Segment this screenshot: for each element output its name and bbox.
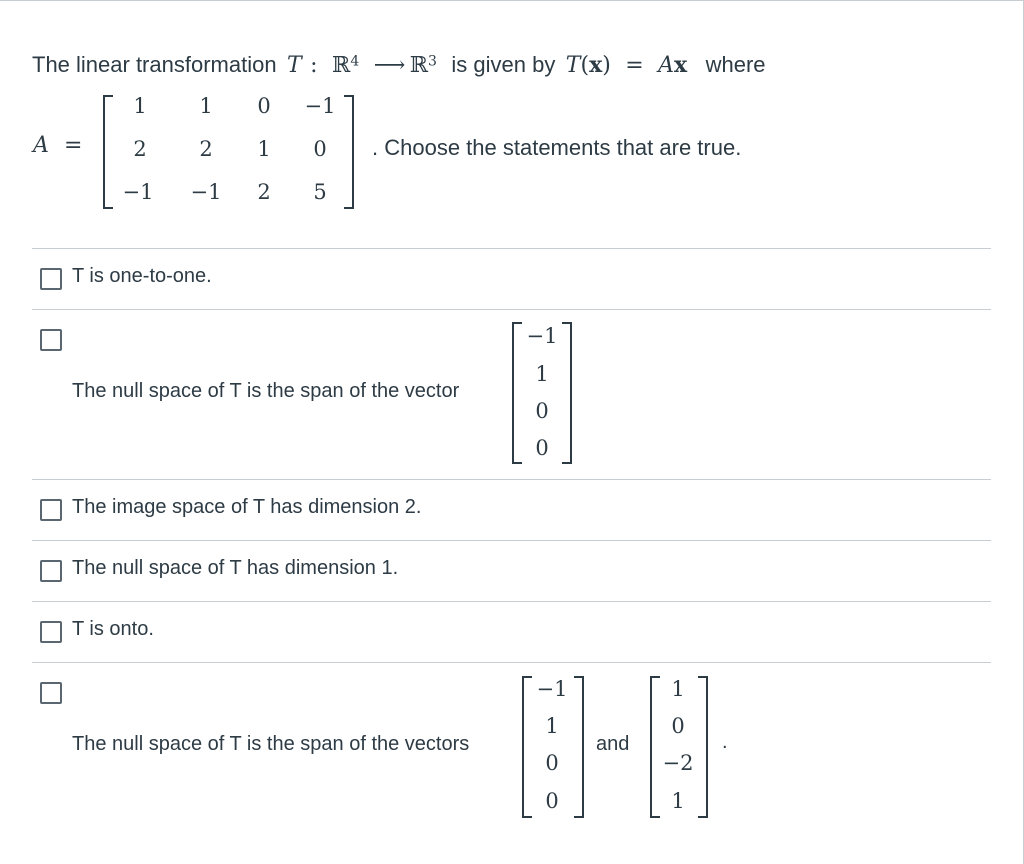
- vector-entry: −1: [526, 324, 558, 348]
- colon: :: [310, 53, 318, 78]
- matrix-cell: 1: [257, 137, 271, 161]
- x-symbol: x: [674, 52, 688, 78]
- option-2-checkbox[interactable]: [40, 329, 62, 351]
- option-4-label[interactable]: The null space of T has dimension 1.: [72, 557, 399, 579]
- matrix-cell: 0: [313, 137, 327, 161]
- where-text: where: [705, 52, 766, 77]
- top-border: [0, 0, 1024, 1]
- vector1-right-bracket: [574, 676, 584, 818]
- vector-entry: 0: [535, 399, 549, 423]
- option-3-checkbox[interactable]: [40, 499, 62, 521]
- domain-exponent: 4: [350, 53, 360, 70]
- vector2-entry: 1: [671, 677, 685, 701]
- period-text: .: [722, 731, 728, 753]
- choose-text: . Choose the statements that are true.: [372, 135, 742, 160]
- matrix-cell: 5: [313, 180, 327, 204]
- tx-open: (: [580, 53, 590, 78]
- equals-sign: =: [625, 53, 644, 78]
- option-5-checkbox[interactable]: [40, 621, 62, 643]
- separator: [32, 309, 991, 310]
- matrix-cell: 2: [133, 137, 147, 161]
- vector-entry: 0: [535, 436, 549, 460]
- intro-text: The linear transformation: [32, 52, 277, 77]
- option-6-checkbox[interactable]: [40, 682, 62, 704]
- tx-x: x: [589, 52, 603, 78]
- separator: [32, 479, 991, 480]
- matrix-cell: 1: [133, 94, 147, 118]
- vector2-entry: −2: [662, 751, 694, 775]
- A-symbol: A: [658, 53, 675, 78]
- separator: [32, 248, 991, 249]
- codomain-symbol: ℝ: [409, 53, 428, 78]
- option-2-label[interactable]: The null space of T is the span of the vector: [72, 380, 460, 402]
- option-6-label[interactable]: The null space of T is the span of the vectors: [72, 733, 470, 755]
- tx-close: ): [602, 53, 611, 78]
- matrix-cell: −1: [122, 180, 154, 204]
- option-1-checkbox[interactable]: [40, 268, 62, 290]
- vector2-entry: 1: [671, 789, 685, 813]
- matrix-left-bracket: [103, 95, 113, 209]
- matrix-equals: =: [64, 133, 83, 158]
- matrix-cell: 2: [199, 137, 213, 161]
- question-header: [32, 52, 766, 86]
- transform-symbol: T: [287, 53, 302, 78]
- arrow-symbol: ⟶: [373, 53, 406, 78]
- codomain-exponent: 3: [428, 53, 437, 70]
- given-by-text: is given by: [451, 52, 556, 77]
- option-4-checkbox[interactable]: [40, 560, 62, 582]
- matrix-cell: 1: [199, 94, 213, 118]
- matrix-cell: −1: [190, 180, 222, 204]
- vector1-entry: 1: [545, 714, 559, 738]
- tx-T: T: [565, 53, 581, 78]
- and-text: and: [596, 733, 630, 755]
- domain-symbol: ℝ: [332, 53, 351, 78]
- vector1-entry: −1: [536, 677, 568, 701]
- matrix-cell: 2: [257, 180, 271, 204]
- matrix-cell: 0: [257, 94, 271, 118]
- option-5-label[interactable]: T is onto.: [72, 618, 154, 640]
- separator: [32, 540, 991, 541]
- option-1-label[interactable]: T is one-to-one.: [72, 265, 212, 287]
- option-3-label[interactable]: The image space of T has dimension 2.: [72, 496, 422, 518]
- separator: [32, 601, 991, 602]
- matrix-cell: −1: [304, 94, 336, 118]
- vector1-entry: 0: [545, 789, 559, 813]
- vector1-entry: 0: [545, 751, 559, 775]
- matrix-name: A: [33, 133, 49, 158]
- matrix-right-bracket: [344, 95, 354, 209]
- separator: [32, 662, 991, 663]
- vector2-entry: 0: [671, 714, 685, 738]
- vector-entry: 1: [535, 362, 549, 386]
